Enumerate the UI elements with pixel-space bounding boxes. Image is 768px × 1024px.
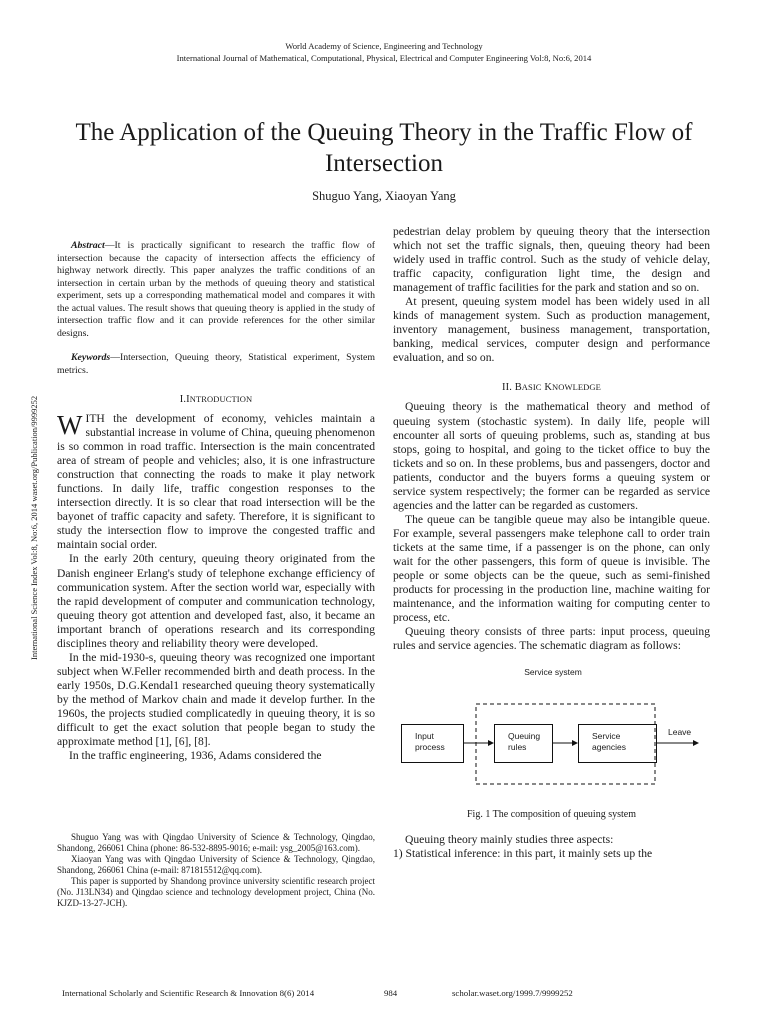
basic-paragraph-1: Queuing theory is the mathematical theory and method of queuing system (stochastic system). In daily life, people will encounter all sorts of queuing problems, such as, standing at bus stops, going to hospital, and going to the ticket office to buy the tickets and so on. In these problems, bus and passengers, doctor and patients, conductor and the buyers forms a queuing system or service system respectively; the former can be regarded as service agencies and the latter can be regarded as customers. <box>393 400 710 512</box>
service-system-label: Service system <box>524 667 582 678</box>
right-paragraph-1: pedestrian delay problem by queuing theory that the intersection which not set the traffic signals, then, queuing theory had been widely used in traffic control. Such as the study of vehicle delay, traffic capacity, configuration light time, the design and management of traffic facilities for the park and station and so on. <box>393 225 710 295</box>
section-title-initial: K <box>544 382 552 394</box>
right-paragraph-2: At present, queuing system model has been widely used in all kinds of management system. Such as production management, inventory management, business management, transportation, banking, medical services, computer design and performance evaluation, and so on. <box>393 295 710 365</box>
basic-paragraph-2: The queue can be tangible queue may also be intangible queue. For example, several passengers make telephone call to order train tickets at the same time, if a passenger is on the phone, can only wait for the other passengers, this form of queue is invisible. The people or some objects can be the queue, such as semi-finished products for processing in the production line, machine waiting for maintenance, and the information waiting for computing center to process, etc. <box>393 512 710 625</box>
section-title-initial: B <box>514 382 522 394</box>
queuing-system-diagram <box>393 667 710 807</box>
section-number: II. <box>502 382 512 394</box>
section-heading-introduction <box>57 394 375 405</box>
drop-cap: W <box>57 410 83 440</box>
footer-url: scholar.waset.org/1999.7/9999252 <box>452 988 573 998</box>
section-number: I. <box>179 394 187 405</box>
list-item-1: 1) Statistical inference: in this part, it mainly sets up the <box>393 847 653 861</box>
keywords-text: —Intersection, Queuing theory, Statistical experiment, System metrics. <box>57 352 375 376</box>
queuing-rules-box: Queuing rules <box>494 724 553 763</box>
intro-paragraph-2: In the early 20th century, queuing theory originated from the Danish engineer Erlang's study of telephone exchange efficiency of communication system. After the section world war, especially with the rapid development of computer and communication technology, queuing theory got attention and developed fast, also, it became an important branch of operations research and its corresponding disciplines theory and reliability theory were developed. <box>57 552 375 650</box>
intro-paragraph-1 <box>57 412 375 552</box>
service-agencies-box: Service agencies <box>578 724 657 763</box>
journal-publisher: World Academy of Science, Engineering and Technology <box>285 41 483 51</box>
section-title-rest: NOWLEDGE <box>552 382 601 393</box>
input-process-box: Input process <box>401 724 464 763</box>
page-number: 984 <box>384 988 398 998</box>
footer-publisher: International Scholarly and Scientific Research & Innovation 8(6) 2014 <box>62 988 315 998</box>
abstract-label: Abstract <box>71 240 105 251</box>
section-title-rest: NTRODUCTION <box>189 394 253 404</box>
leave-label: Leave <box>668 727 692 738</box>
section-title-initial: I <box>186 394 190 405</box>
side-index-text: International Science Index Vol:8, No:6, 2014 waset.org/Publication/9999252 <box>29 395 39 660</box>
arrowhead <box>693 740 699 746</box>
footnotes <box>57 832 375 909</box>
keywords <box>57 352 375 377</box>
intro-paragraph-1-text: ITH the development of economy, vehicles maintain a substantial increase in volume of China, queuing phenomenon is so common in road traffic. Intersection is the main concentrated area of stream of people and vehicles; also, it is one infrastructure construction that connecting the roads to make it play network functions. In daily life, traffic congestion responses to the intersection directly. It is so clear that road intersection will be the bayonet of traffic capacity and safety. Therefore, it is significant to study the intersection flow to improve the congested traffic and maintain social order. <box>57 412 375 552</box>
section-heading-basic-knowledge <box>393 382 710 393</box>
journal-name: International Journal of Mathematical, Computational, Physical, Electrical and Computer Engineering Vol:8, No:6, 2014 <box>176 53 592 63</box>
footnote-funding: This paper is supported by Shandong province university scientific research project (No. J13LN34) and Qingdao science and technology development project, China (No. KJZD-13-27-JCH). <box>57 876 375 908</box>
figure-caption: Fig. 1 The composition of queuing system <box>467 809 636 821</box>
section-title-rest: ASIC <box>521 382 542 393</box>
paper-authors: Shuguo Yang, Xiaoyan Yang <box>312 189 456 203</box>
right-column <box>393 225 710 861</box>
intro-paragraph-4: In the traffic engineering, 1936, Adams considered the <box>69 749 322 763</box>
intro-paragraph-3: In the mid-1930-s, queuing theory was recognized one important subject when W.Feller recommended birth and death process. In the early 1950s, D.G.Kendal1 researched queuing theory systematically by the method of Markov chain and made it develop further. In the 1960s, the projects studied complicatedly in queuing theory, it is so difficult to get the exact solution that people began to study the approximate method [1], [6], [8]. <box>57 650 375 749</box>
paper-title: The Application of the Queuing Theory in the Traffic Flow of Intersection <box>75 119 693 177</box>
abstract <box>57 240 375 340</box>
keywords-label: Keywords <box>71 352 111 363</box>
footnote-author-1: Shuguo Yang was with Qingdao University of Science & Technology, Qingdao, Shandong, 266061 China (phone: 86-532-8895-9016; e-mail: ysg_2005@163.com). <box>57 832 375 853</box>
basic-paragraph-3: Queuing theory consists of three parts: input process, queuing rules and service agencies. The schematic diagram as follows: <box>393 625 710 653</box>
abstract-text: —It is practically significant to research the traffic flow of intersection because the capacity of intersection affects the efficiency of highway network directly. This paper analyzes the traffic conditions of an intersection in certain urban by the methods of queuing theory and statistical experiment, sets up a corresponding mathematical model and compares it with the actual values. The result shows that queuing theory is applied in the study of intersection traffic flow and it can provide references for the other similar designs. <box>57 240 375 339</box>
basic-paragraph-4: Queuing theory mainly studies three aspects: <box>405 833 614 847</box>
footnote-author-2: Xiaoyan Yang was with Qingdao University of Science & Technology, Qingdao, Shandong, 266061 China (e-mail: 871815512@qq.com). <box>57 854 375 875</box>
left-column <box>57 240 375 763</box>
